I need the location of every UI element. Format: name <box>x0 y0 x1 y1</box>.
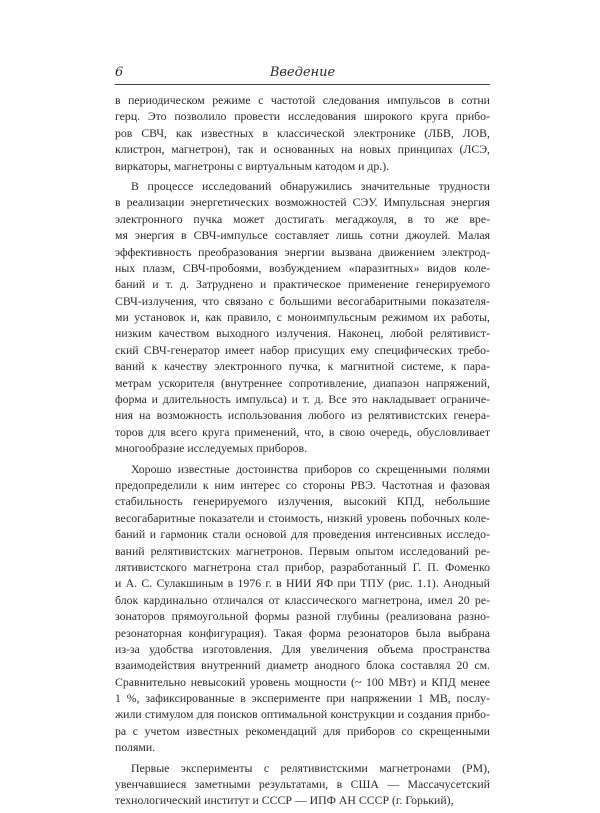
text-line: лятивистского магнетрона стал прибор, разработанный Г. П. Фоменко <box>115 559 490 574</box>
text-line: герц. Это позволило провести исследования широкого круга прибо- <box>115 109 490 124</box>
text-line: ных плазм, СВЧ-пробоями, возбуждением «паразитных» видов коле- <box>115 260 490 275</box>
text-line: эффективность преобразования энергии вызвана движением электрод- <box>115 244 490 259</box>
text-line: в периодическом режиме с частотой следования импульсов в сотни <box>115 93 490 107</box>
text-line: из-за удобства изготовления. Для увеличения объема пространства <box>115 641 490 656</box>
text-line: ваний к качеству электронного пучка, к магнитной системе, к пара- <box>115 359 490 374</box>
text-line: Сравнительно невысокий уровень мощности (~ 100 МВт) и КПД менее <box>115 674 490 689</box>
text-line: мя энергия в СВЧ-импульсе составляет лишь сотни джоулей. Малая <box>115 228 490 243</box>
text-line: жили стимулом для поисков оптимальной конструкции и создания прибо- <box>115 707 490 722</box>
text-line: резонаторная конфигурация). Такая форма резонаторов была выбрана <box>115 625 490 640</box>
text-line: низким качеством выходного излучения. Наконец, любой релятивист- <box>115 326 490 341</box>
text-line: СВЧ-излучения, что связано с большими весогабаритными показателя- <box>115 293 490 308</box>
text-line: Хорошо известные достоинства приборов со скрещенными полями <box>131 461 490 476</box>
paragraph <box>115 178 490 457</box>
text-line: в реализации энергетических возможностей СЭУ. Импульсная энергия <box>115 195 490 210</box>
body-text <box>115 92 490 813</box>
page-number: 6 <box>115 65 124 80</box>
header-title: Введение <box>269 65 336 80</box>
text-line: виркаторы, магнетроны с виртуальным катодом и др.). <box>115 158 390 173</box>
paragraph <box>115 760 490 809</box>
text-line: взаимодействия внутренний диаметр анодного блока составлял 20 см. <box>115 658 490 673</box>
text-line: стабильность генерируемого излучения, высокий КПД, небольшие <box>115 494 490 509</box>
text-line: форма и длительность импульса) и т. д. Все это накладывает ограниче- <box>115 392 490 407</box>
running-head <box>115 64 490 82</box>
text-line: метрам ускорителя (внутреннее сопротивление, диапазон напряжений, <box>115 375 490 390</box>
text-line: Первые эксперименты с релятивистскими магнетронами (РМ), <box>131 760 490 775</box>
text-line: торов для всего круга применений, что, в свою очередь, обусловливает <box>115 424 490 439</box>
text-line: весогабаритные показатели и стоимость, низкий уровень побочных коле- <box>115 510 490 525</box>
paragraph <box>115 92 490 174</box>
text-line: полями. <box>115 740 156 755</box>
text-line: технологический институт и СССР — ИПФ АН СССР (г. Горький), <box>115 793 454 808</box>
text-line: ров СВЧ, как известных в классической электронике (ЛБВ, ЛОВ, <box>115 125 490 140</box>
text-line: 1 %, зафиксированные в эксперименте при напряжении 1 МВ, послу- <box>115 691 490 706</box>
text-line: ский СВЧ-генератор имеет набор присущих ему специфических требо- <box>115 342 490 357</box>
text-line: ра с учетом известных рекомендаций для приборов со скрещенными <box>115 723 490 738</box>
text-line: баний и т. д. Затруднено и практическое применение генерируемого <box>115 277 490 292</box>
text-line: клистрон, магнетрон), так и основанных на новых принципах (ЛСЭ, <box>115 142 490 157</box>
text-line: В процессе исследований обнаружились значительные трудности <box>131 178 490 193</box>
text-line: и А. С. Сулакшиным в 1976 г. в НИИ ЯФ при ТПУ (рис. 1.1). Анодный <box>115 576 490 591</box>
text-line: предопределили к ним интерес со стороны РВЭ. Частотная и фазовая <box>115 477 490 492</box>
text-line: увенчавшиеся заметными результатами, в США — Массачусетский <box>115 777 490 792</box>
text-line: блок кардинально отличался от классического магнетрона, имел 20 ре- <box>115 592 490 607</box>
text-line: зонаторов прямоугольной формы разной глубины (реализована разно- <box>115 609 490 624</box>
text-line: баний и гармоник стали основой для проведения интенсивных исследо- <box>115 527 490 542</box>
paragraph <box>115 461 490 756</box>
text-line: электронного пучка может достигать мегаджоуля, в то же вре- <box>115 211 490 226</box>
text-line: многообразие исследуемых приборов. <box>115 441 308 456</box>
text-line: ваний релятивистских магнетронов. Первым опытом исследований ре- <box>115 543 490 558</box>
header-rule <box>115 84 490 85</box>
text-line: ми установок и, как правило, с моноимпульсным режимом их работы, <box>115 310 490 325</box>
text-line: ния на возможность использования любого из релятивистских генера- <box>115 408 490 423</box>
